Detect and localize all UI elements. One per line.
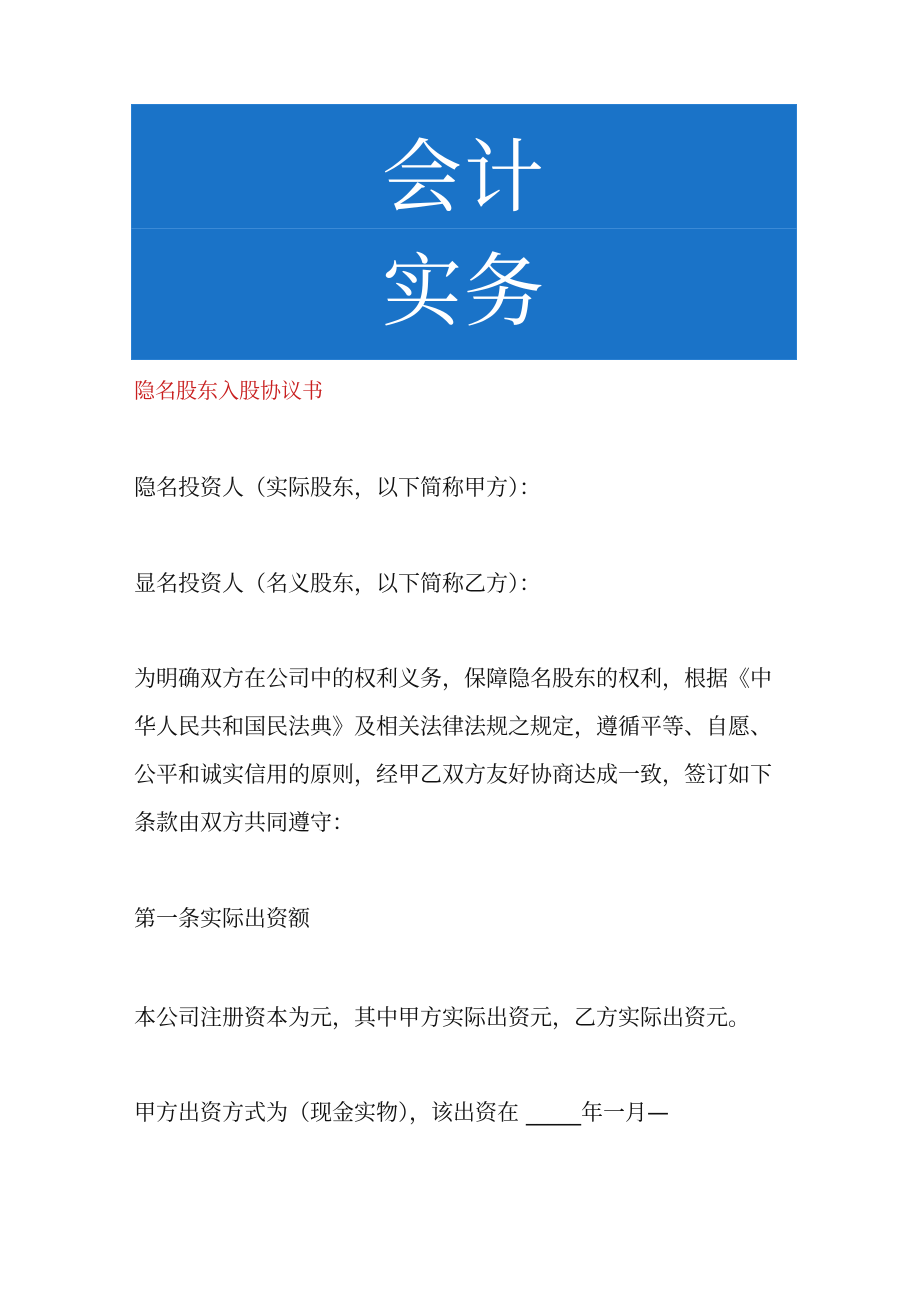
party-b-line: 显名投资人（名义股东，以下简称乙方）：: [134, 572, 542, 597]
document-title: 隐名股东入股协议书: [134, 379, 323, 403]
preamble-line: 公平和诚实信用的原则，经甲乙双方友好协商达成一致，签订如下: [134, 763, 773, 788]
article-1-text: 本公司注册资本为元，其中甲方实际出资元，乙方实际出资元。: [134, 1006, 751, 1031]
preamble-line: 华人民共和国民法典》及相关法律法规之规定，遵循平等、自愿、: [134, 715, 773, 740]
banner-title-line-2: 实务: [382, 245, 546, 338]
header-banner: [131, 104, 797, 360]
banner-divider: [131, 228, 797, 229]
preamble-line: 为明确双方在公司中的权利义务，保障隐名股东的权利，根据《中: [134, 667, 773, 692]
article-1-method: 甲方出资方式为（现金实物），该出资在 _____年一月—: [134, 1101, 669, 1126]
party-a-line: 隐名投资人（实际股东，以下简称甲方）：: [134, 476, 542, 501]
preamble-paragraph: [134, 656, 814, 848]
banner-title-line-1: 会计: [382, 131, 546, 224]
article-1-heading: 第一条实际出资额: [134, 907, 311, 932]
preamble-line: 条款由双方共同遵守：: [134, 811, 355, 836]
